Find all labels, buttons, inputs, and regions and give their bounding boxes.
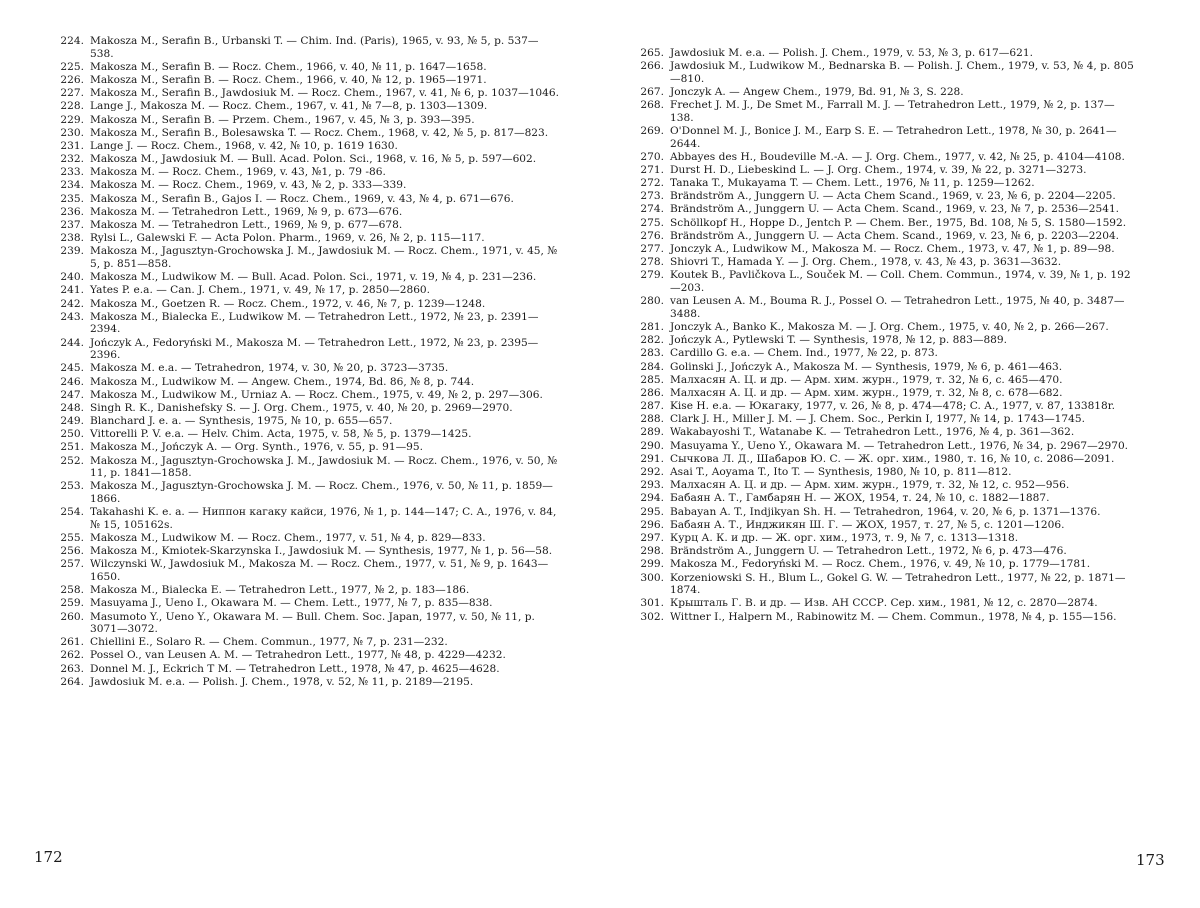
reference-text: Frechet J. M. J., De Smet M., Farrall M. J. — Tetrahedron Lett., 1979, № 2, p. 137—138. — [670, 99, 1115, 124]
reference-entry — [620, 217, 1135, 230]
reference-number: 242. — [60, 297, 84, 310]
reference-text: Takahashi K. e. a. — Ниппон кагаку кайси, 1976, № 1, p. 144—147; C. A., 1976, v. 84, № 15, 105162s. — [90, 506, 557, 531]
reference-number: 259. — [60, 597, 84, 610]
reference-entry — [40, 455, 560, 480]
reference-text: Jonczyk A., Ludwikow M., Makosza M. — Rocz. Chem., 1973, v. 47, № 1, p. 89—98. — [670, 243, 1115, 256]
reference-number: 268. — [640, 99, 664, 112]
reference-text: Makosza M. e.a. — Tetrahedron, 1974, v. 30, № 20, p. 3723—3735. — [90, 362, 449, 375]
reference-number: 261. — [60, 636, 84, 649]
reference-entry — [620, 611, 1135, 624]
reference-entry — [40, 35, 560, 60]
reference-number: 240. — [60, 271, 84, 284]
reference-entry — [620, 558, 1135, 571]
reference-number: 277. — [640, 243, 664, 256]
reference-number: 243. — [60, 310, 84, 323]
reference-text: Koutek B., Pavličkova L., Souček M. — Coll. Chem. Commun., 1974, v. 39, № 1, p. 192—203. — [670, 269, 1131, 294]
reference-entry — [620, 47, 1135, 60]
reference-number: 270. — [640, 150, 664, 163]
reference-entry — [620, 453, 1135, 466]
reference-text: Makosza M., Jończyk A. — Org. Synth., 1976, v. 55, p. 91—95. — [90, 441, 424, 454]
reference-number: 280. — [640, 295, 664, 308]
reference-entry — [620, 374, 1135, 387]
reference-text: Asai T., Aoyama T., Ito T. — Synthesis, 1980, № 10, p. 811—812. — [670, 466, 1012, 479]
reference-entry — [620, 347, 1135, 360]
reference-entry — [40, 337, 560, 362]
reference-number: 286. — [640, 386, 664, 399]
reference-number: 288. — [640, 413, 664, 426]
reference-entry — [620, 125, 1135, 150]
reference-number: 235. — [60, 192, 84, 205]
reference-text: Бабаян А. Т., Инджикян Ш. Г. — ЖОХ, 1957, т. 27, № 5, с. 1201—1206. — [670, 518, 1065, 531]
reference-text: Makosza M., Ludwikow M., Urniaz A. — Rocz. Chem., 1975, v. 49, № 2, p. 297—306. — [90, 388, 543, 401]
reference-number: 272. — [640, 177, 664, 190]
reference-number: 274. — [640, 203, 664, 216]
reference-text: Makosza M., Ludwikow M. — Bull. Acad. Polon. Sci., 1971, v. 19, № 4, p. 231—236. — [90, 271, 537, 284]
reference-number: 292. — [640, 466, 664, 479]
reference-entry — [40, 100, 560, 113]
reference-text: Makosza M., Jagusztyn-Grochowska J. M., Jawdosiuk M. — Rocz. Chem., 1976, v. 50, № 11, p. 1841—1858. — [90, 454, 558, 480]
reference-number: 232. — [60, 153, 84, 166]
reference-entry — [40, 376, 560, 389]
reference-number: 275. — [640, 216, 664, 229]
reference-text: Clark J. H., Miller J. M. — J. Chem. Soc., Perkin I, 1977, № 14, p. 1743—1745. — [670, 413, 1085, 426]
reference-number: 230. — [60, 126, 84, 139]
reference-number: 283. — [640, 347, 664, 360]
reference-entry — [620, 99, 1135, 124]
reference-text: Korzeniowski S. H., Blum L., Gokel G. W. — Tetrahedron Lett., 1977, № 22, p. 1871—1874. — [670, 571, 1126, 597]
reference-text: Blanchard J. e. a. — Synthesis, 1975, № 10, p. 655—657. — [90, 415, 393, 428]
reference-entry — [620, 60, 1135, 85]
reference-number: 247. — [60, 388, 84, 401]
reference-entry — [40, 636, 560, 649]
right-page — [620, 0, 1135, 624]
left-page — [40, 0, 560, 689]
reference-number: 244. — [60, 336, 84, 349]
reference-entry — [620, 387, 1135, 400]
reference-number: 267. — [640, 85, 664, 98]
reference-entry — [40, 206, 560, 219]
reference-number: 264. — [60, 675, 84, 688]
reference-number: 278. — [640, 256, 664, 269]
reference-text: Wittner I., Halpern M., Rabinowitz M. — Chem. Commun., 1978, № 4, p. 155—156. — [670, 610, 1117, 623]
reference-text: Jawdosiuk M. e.a. — Polish. J. Chem., 1978, v. 52, № 11, p. 2189—2195. — [90, 675, 474, 688]
reference-entry — [620, 426, 1135, 439]
reference-number: 262. — [60, 649, 84, 662]
reference-number: 300. — [640, 571, 664, 584]
reference-entry — [40, 597, 560, 610]
reference-text: Makosza M., Serafin B., Urbanski T. — Chim. Ind. (Paris), 1965, v. 93, № 5, p. 537—538. — [90, 35, 539, 60]
reference-number: 276. — [640, 229, 664, 242]
reference-number: 225. — [60, 60, 84, 73]
reference-number: 255. — [60, 531, 84, 544]
reference-text: van Leusen A. M., Bouma R. J., Possel O. — Tetrahedron Lett., 1975, № 40, p. 3487—3488. — [670, 295, 1125, 320]
reference-number: 237. — [60, 219, 84, 232]
reference-text: Yates P. e.a. — Can. J. Chem., 1971, v. 49, № 17, p. 2850—2860. — [90, 284, 431, 297]
reference-text: Babayan A. T., Indjikyan Sh. H. — Tetrahedron, 1964, v. 20, № 6, p. 1371—1376. — [670, 505, 1101, 518]
reference-text: Chiellini E., Solaro R. — Chem. Commun., 1977, № 7, p. 231—232. — [90, 636, 448, 649]
reference-number: 295. — [640, 505, 664, 518]
reference-text: Бабаян А. Т., Гамбарян Н. — ЖОХ, 1954, т. 24, № 10, с. 1882—1887. — [670, 492, 1050, 505]
reference-text: Jawdosiuk M. e.a. — Polish. J. Chem., 1979, v. 53, № 3, p. 617—621. — [670, 47, 1033, 59]
reference-number: 299. — [640, 558, 664, 571]
reference-entry — [40, 663, 560, 676]
reference-number: 252. — [60, 454, 84, 467]
reference-text: Jończyk A., Pytlewski T. — Synthesis, 1978, № 12, p. 883—889. — [670, 334, 1008, 347]
reference-text: Jawdosiuk M., Ludwikow M., Bednarska B. — Polish. J. Chem., 1979, v. 53, № 4, p. 805—810. — [670, 60, 1134, 85]
reference-number: 250. — [60, 428, 84, 441]
reference-entry — [620, 86, 1135, 99]
reference-entry — [40, 415, 560, 428]
reference-entry — [620, 400, 1135, 413]
reference-text: Jonczyk A. — Angew Chem., 1979, Bd. 91, № 3, S. 228. — [670, 85, 964, 98]
reference-text: Makosza M., Serafin B., Jawdosiuk M. — Rocz. Chem., 1967, v. 41, № 6, p. 1037—1046. — [90, 87, 560, 100]
reference-number: 233. — [60, 166, 84, 179]
reference-number: 257. — [60, 558, 84, 571]
reference-entry — [620, 243, 1135, 256]
reference-number: 249. — [60, 415, 84, 428]
reference-entry — [40, 232, 560, 245]
reference-entry — [40, 271, 560, 284]
reference-entry — [620, 440, 1135, 453]
reference-number: 239. — [60, 245, 84, 258]
reference-entry — [620, 532, 1135, 545]
reference-entry — [620, 519, 1135, 532]
reference-text: Makosza M. — Tetrahedron Lett., 1969, № 9, p. 673—676. — [90, 205, 403, 218]
reference-entry — [620, 545, 1135, 558]
reference-text: Makosza M., Jagusztyn-Grochowska J. M., Jawdosiuk M. — Rocz. Chem., 1971, v. 45, № 5, p. 851—858. — [90, 245, 558, 270]
reference-number: 271. — [640, 163, 664, 176]
reference-entry — [40, 441, 560, 454]
reference-text: Makosza M., Ludwikow M. — Rocz. Chem., 1977, v. 51, № 4, p. 829—833. — [90, 531, 486, 544]
reference-text: Малхасян А. Ц. и др. — Арм. хим. журн., 1979, т. 32, № 8, с. 678—682. — [670, 386, 1063, 399]
reference-text: Possel O., van Leusen A. M. — Tetrahedron Lett., 1977, № 48, p. 4229—4232. — [90, 649, 506, 662]
reference-text: Makosza M., Kmiotek-Skarzynska I., Jawdosiuk M. — Synthesis, 1977, № 1, p. 56—58. — [90, 545, 553, 558]
reference-number: 273. — [640, 190, 664, 203]
reference-number: 254. — [60, 506, 84, 519]
reference-number: 260. — [60, 610, 84, 623]
left-reference-list — [40, 35, 560, 688]
reference-number: 269. — [640, 124, 664, 137]
reference-entry — [620, 321, 1135, 334]
reference-number: 296. — [640, 518, 664, 531]
reference-entry — [40, 114, 560, 127]
reference-entry — [620, 230, 1135, 243]
reference-entry — [620, 361, 1135, 374]
reference-text: Makosza M., Bialecka E., Ludwikow M. — Tetrahedron Lett., 1972, № 23, p. 2391—2394. — [90, 310, 539, 336]
reference-text: Vittorelli P. V. e.a. — Helv. Chim. Acta, 1975, v. 58, № 5, p. 1379—1425. — [90, 428, 472, 441]
reference-number: 256. — [60, 545, 84, 558]
reference-entry — [620, 334, 1135, 347]
reference-number: 282. — [640, 334, 664, 347]
reference-entry — [620, 190, 1135, 203]
reference-number: 266. — [640, 60, 664, 73]
reference-entry — [40, 402, 560, 415]
reference-entry — [40, 284, 560, 297]
reference-number: 284. — [640, 360, 664, 373]
reference-text: Makosza M., Ludwikow M. — Angew. Chem., 1974, Bd. 86, № 8, p. 744. — [90, 375, 475, 388]
reference-text: Masuyama J., Ueno I., Okawara M. — Chem. Lett., 1977, № 7, p. 835—838. — [90, 597, 493, 610]
reference-text: Kise H. e.a. — Юкагаку, 1977, v. 26, № 8, p. 474—478; C. A., 1977, v. 87, 133818r. — [670, 400, 1116, 413]
reference-text: Makosza M. — Tetrahedron Lett., 1969, № 9, p. 677—678. — [90, 219, 403, 232]
reference-text: Makosza M. — Rocz. Chem., 1969, v. 43, № 2, p. 333—339. — [90, 179, 407, 192]
reference-entry — [620, 479, 1135, 492]
reference-text: Wilczynski W., Jawdosiuk M., Makosza M. — Rocz. Chem., 1977, v. 51, № 9, p. 1643—1650. — [90, 558, 549, 583]
reference-entry — [620, 572, 1135, 597]
reference-number: 290. — [640, 439, 664, 452]
reference-text: Golinski J., Jończyk A., Makosza M. — Synthesis, 1979, № 6, p. 461—463. — [670, 360, 1063, 373]
reference-text: Курц А. К. и др. — Ж. орг. хим., 1973, т. 9, № 7, с. 1313—1318. — [670, 531, 1019, 544]
reference-entry — [40, 362, 560, 375]
reference-number: 285. — [640, 373, 664, 386]
reference-text: Wakabayoshi T., Watanabe K. — Tetrahedron Lett., 1976, № 4, p. 361—362. — [670, 426, 1075, 439]
reference-entry — [40, 179, 560, 192]
reference-entry — [40, 428, 560, 441]
reference-entry — [40, 558, 560, 583]
reference-text: Makosza M., Serafin B. — Przem. Chem., 1967, v. 45, № 3, p. 393—395. — [90, 113, 475, 126]
reference-entry — [40, 245, 560, 270]
reference-text: O'Donnel M. J., Bonice J. M., Earp S. E. — Tetrahedron Lett., 1978, № 30, p. 2641—2644. — [670, 124, 1117, 150]
reference-number: 227. — [60, 87, 84, 100]
reference-text: Makosza M., Bialecka E. — Tetrahedron Lett., 1977, № 2, p. 183—186. — [90, 584, 470, 597]
right-reference-list — [620, 47, 1135, 623]
reference-number: 253. — [60, 480, 84, 493]
reference-number: 228. — [60, 100, 84, 113]
reference-text: Lange J., Makosza M. — Rocz. Chem., 1967, v. 41, № 7—8, p. 1303—1309. — [90, 100, 488, 113]
reference-number: 289. — [640, 426, 664, 439]
reference-number: 238. — [60, 232, 84, 245]
reference-number: 224. — [60, 35, 84, 47]
reference-number: 294. — [640, 492, 664, 505]
reference-number: 263. — [60, 662, 84, 675]
reference-entry — [40, 140, 560, 153]
reference-entry — [40, 166, 560, 179]
reference-entry — [40, 389, 560, 402]
reference-number: 231. — [60, 139, 84, 152]
reference-text: Makosza M., Serafin B., Gajos I. — Rocz. Chem., 1969, v. 43, № 4, p. 671—676. — [90, 192, 514, 205]
reference-number: 291. — [640, 452, 664, 465]
reference-number: 251. — [60, 441, 84, 454]
reference-text: Makosza M., Serafin B. — Rocz. Chem., 1966, v. 40, № 11, p. 1647—1658. — [90, 60, 487, 73]
reference-entry — [40, 219, 560, 232]
reference-text: Jończyk A., Fedoryński M., Makosza M. — Tetrahedron Lett., 1972, № 23, p. 2395—2396. — [90, 336, 539, 362]
reference-text: Makosza M., Jagusztyn-Grochowska J. M. — Rocz. Chem., 1976, v. 50, № 11, p. 1859—1866. — [90, 480, 553, 505]
reference-number: 281. — [640, 320, 664, 333]
reference-number: 226. — [60, 73, 84, 86]
reference-entry — [40, 193, 560, 206]
reference-text: Schöllkopf H., Hoppe D., Jentch P. — Chem. Ber., 1975, Bd. 108, № 5, S. 1580—1592. — [670, 216, 1127, 229]
reference-entry — [620, 164, 1135, 177]
reference-entry — [620, 177, 1135, 190]
reference-entry — [620, 506, 1135, 519]
reference-entry — [40, 584, 560, 597]
reference-entry — [40, 311, 560, 336]
reference-text: Сычкова Л. Д., Шабаров Ю. С. — Ж. орг. хим., 1980, т. 16, № 10, с. 2086—2091. — [670, 452, 1115, 465]
reference-text: Shiovri T., Hamada Y. — J. Org. Chem., 1978, v. 43, № 43, p. 3631—3632. — [670, 256, 1062, 269]
reference-number: 287. — [640, 400, 664, 413]
reference-number: 236. — [60, 205, 84, 218]
reference-number: 241. — [60, 284, 84, 297]
reference-text: Brändström A., Junggern U. — Acta Chem. Scand., 1969, v. 23, № 6, p. 2203—2204. — [670, 229, 1120, 242]
reference-entry — [40, 480, 560, 505]
reference-number: 234. — [60, 179, 84, 192]
reference-text: Makosza M., Serafin B., Bolesawska T. — Rocz. Chem., 1968, v. 42, № 5, p. 817—823. — [90, 126, 549, 139]
reference-number: 301. — [640, 597, 664, 610]
reference-number: 298. — [640, 545, 664, 558]
reference-text: Makosza M., Goetzen R. — Rocz. Chem., 1972, v. 46, № 7, p. 1239—1248. — [90, 297, 486, 310]
reference-number: 279. — [640, 269, 664, 282]
reference-number: 302. — [640, 610, 664, 623]
reference-number: 245. — [60, 362, 84, 375]
reference-text: Малхасян А. Ц. и др. — Арм. хим. журн., 1979, т. 32, № 12, с. 952—956. — [670, 479, 1070, 492]
reference-entry — [40, 676, 560, 689]
reference-number: 248. — [60, 401, 84, 414]
left-page-number: 172 — [34, 848, 63, 866]
reference-text: Durst H. D., Liebeskind L. — J. Org. Chem., 1974, v. 39, № 22, p. 3271—3273. — [670, 163, 1087, 176]
reference-text: Makosza M., Jawdosiuk M. — Bull. Acad. Polon. Sci., 1968, v. 16, № 5, p. 597—602. — [90, 153, 537, 166]
reference-text: Makosza M. — Rocz. Chem., 1969, v. 43, №1, p. 79 -86. — [90, 166, 386, 179]
reference-text: Brändström A., Junggern U. — Acta Chem Scand., 1969, v. 23, № 6, p. 2204—2205. — [670, 190, 1116, 203]
reference-entry — [620, 492, 1135, 505]
right-page-number: 173 — [1136, 851, 1165, 869]
reference-entry — [40, 545, 560, 558]
reference-entry — [40, 153, 560, 166]
reference-text: Singh R. K., Danishefsky S. — J. Org. Chem., 1975, v. 40, № 20, p. 2969—2970. — [90, 401, 513, 414]
reference-text: Cardillo G. e.a. — Chem. Ind., 1977, № 22, p. 873. — [670, 347, 938, 360]
reference-number: 229. — [60, 113, 84, 126]
reference-text: Малхасян А. Ц. и др. — Арм. хим. журн., 1979, т. 32, № 6, с. 465—470. — [670, 373, 1063, 386]
reference-entry — [40, 74, 560, 87]
reference-entry — [40, 506, 560, 531]
reference-number: 258. — [60, 584, 84, 597]
reference-number: 265. — [640, 47, 664, 59]
reference-entry — [620, 295, 1135, 320]
reference-entry — [40, 298, 560, 311]
reference-text: Tanaka T., Mukayama T. — Chem. Lett., 1976, № 11, p. 1259—1262. — [670, 177, 1035, 190]
reference-entry — [620, 413, 1135, 426]
reference-text: Jonczyk A., Banko K., Makosza M. — J. Org. Chem., 1975, v. 40, № 2, p. 266—267. — [670, 320, 1109, 333]
reference-entry — [620, 203, 1135, 216]
reference-number: 293. — [640, 479, 664, 492]
reference-entry — [40, 532, 560, 545]
reference-text: Brändström A., Junggern U. — Tetrahedron Lett., 1972, № 6, p. 473—476. — [670, 545, 1067, 558]
reference-text: Masuyama Y., Ueno Y., Okawara M. — Tetrahedron Lett., 1976, № 34, p. 2967—2970. — [670, 439, 1129, 452]
reference-entry — [40, 611, 560, 636]
reference-entry — [620, 256, 1135, 269]
reference-text: Крышталь Г. В. и др. — Изв. АН СССР. Сер. хим., 1981, № 12, с. 2870—2874. — [670, 597, 1098, 610]
reference-text: Brändström A., Junggern U. — Acta Chem. Scand., 1969, v. 23, № 7, p. 2536—2541. — [670, 203, 1120, 216]
reference-entry — [40, 61, 560, 74]
reference-entry — [620, 466, 1135, 479]
reference-text: Lange J. — Rocz. Chem., 1968, v. 42, № 10, p. 1619 1630. — [90, 139, 398, 152]
reference-entry — [620, 597, 1135, 610]
reference-entry — [620, 269, 1135, 294]
reference-entry — [40, 87, 560, 100]
reference-entry — [40, 649, 560, 662]
reference-text: Makosza M., Fedoryński M. — Rocz. Chem., 1976, v. 49, № 10, p. 1779—1781. — [670, 558, 1091, 571]
reference-number: 246. — [60, 375, 84, 388]
reference-text: Donnel M. J., Eckrich T M. — Tetrahedron Lett., 1978, № 47, p. 4625—4628. — [90, 662, 500, 675]
reference-text: Abbayes des H., Boudeville M.-A. — J. Org. Chem., 1977, v. 42, № 25, p. 4104—4108. — [670, 150, 1125, 163]
reference-entry — [620, 151, 1135, 164]
reference-text: Masumoto Y., Ueno Y., Okawara M. — Bull. Chem. Soc. Japan, 1977, v. 50, № 11, p. 3071—3072. — [90, 610, 535, 636]
reference-entry — [40, 127, 560, 140]
reference-text: Rylsi L., Galewski F. — Acta Polon. Pharm., 1969, v. 26, № 2, p. 115—117. — [90, 232, 485, 245]
reference-text: Makosza M., Serafin B. — Rocz. Chem., 1966, v. 40, № 12, p. 1965—1971. — [90, 73, 487, 86]
reference-number: 297. — [640, 531, 664, 544]
